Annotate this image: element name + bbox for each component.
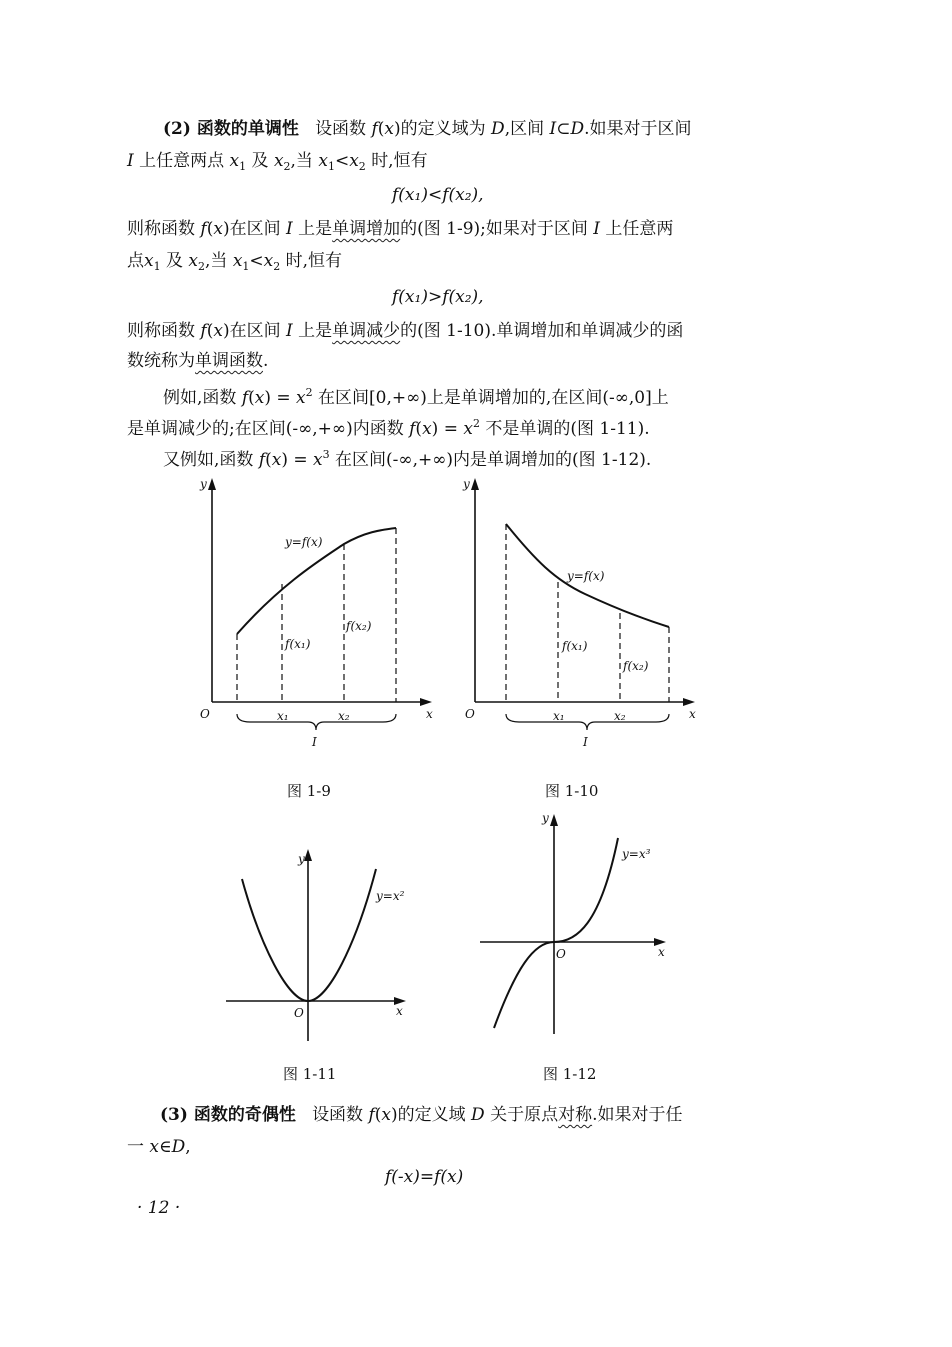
fx2-label: f(x₂) bbox=[623, 659, 649, 673]
example-line-2: 是单调减少的;在区间(-∞,+∞)内函数 $f(x) = x^2$ 不是单调的(图 1-11). bbox=[127, 417, 650, 439]
section2-heading: (2) 函数的单调性 bbox=[163, 119, 299, 139]
term-symmetric: 对称 bbox=[558, 1105, 593, 1125]
figure-1-11 bbox=[220, 845, 420, 1045]
origin-label: O bbox=[294, 1006, 304, 1020]
cubic-curve bbox=[494, 838, 618, 1028]
axis-x-label: x bbox=[396, 1004, 403, 1018]
curve-label: y=x² bbox=[376, 889, 405, 903]
example-line-1: 例如,函数 $f(x) = x^2$ 在区间[0,+∞)上是单调增加的,在区间(-∞,0]上 bbox=[163, 386, 669, 408]
term-decreasing: 单调减少 bbox=[332, 321, 401, 341]
axis-y-label: y bbox=[200, 477, 207, 491]
interval-brace bbox=[237, 714, 396, 730]
fx2-label: f(x₂) bbox=[346, 619, 372, 633]
origin-label: O bbox=[465, 707, 475, 721]
term-increasing: 单调增加 bbox=[332, 219, 401, 239]
section2-line-4: 点$x_1$ 及 $x_2$,当 $x_1<x_2$ 时,恒有 bbox=[127, 251, 343, 273]
interval-label: I bbox=[312, 735, 317, 749]
section3-heading: (3) 函数的奇偶性 bbox=[160, 1105, 296, 1125]
section3-line-2: 一 x∈D, bbox=[127, 1137, 191, 1157]
x2-tick: x₂ bbox=[614, 709, 626, 723]
section2-line-2: I 上任意两点 $x_1$ 及 $x_2$,当 $x_1<x_2$ 时,恒有 bbox=[127, 151, 428, 173]
axis-y-label: y bbox=[463, 477, 470, 491]
section2-line-6: 数统称为单调函数. bbox=[127, 351, 269, 371]
formula-decreasing: f(x₁)>f(x₂), bbox=[392, 287, 484, 307]
fx1-label: f(x₁) bbox=[285, 637, 311, 651]
x2-tick: x₂ bbox=[338, 709, 350, 723]
axis-x-label: x bbox=[658, 945, 665, 959]
caption-1-9: 图 1-9 bbox=[287, 782, 331, 800]
axis-x-label: x bbox=[426, 707, 433, 721]
section2-line-3: 则称函数 f(x)在区间 I 上是单调增加的(图 1-9);如果对于区间 I 上任意两 bbox=[127, 219, 674, 239]
caption-1-11: 图 1-11 bbox=[283, 1065, 337, 1083]
section3-line-1: (3) 函数的奇偶性 设函数 f(x)的定义域 D 关于原点对称.如果对于任 bbox=[160, 1105, 683, 1125]
parabola-curve bbox=[242, 869, 376, 1001]
interval-brace bbox=[506, 714, 669, 730]
section2-line-5: 则称函数 f(x)在区间 I 上是单调减少的(图 1-10).单调增加和单调减少的函 bbox=[127, 321, 684, 341]
figure-1-9 bbox=[190, 470, 450, 760]
origin-label: O bbox=[556, 947, 566, 961]
origin-label: O bbox=[200, 707, 210, 721]
curve-label: y=x³ bbox=[622, 847, 651, 861]
caption-1-10: 图 1-10 bbox=[545, 782, 599, 800]
axis-y-label: y bbox=[542, 811, 549, 825]
curve-label: y=f(x) bbox=[285, 535, 323, 549]
axis-x-label: x bbox=[689, 707, 696, 721]
axis-y-label: y bbox=[298, 852, 305, 866]
page-number: · 12 · bbox=[137, 1198, 181, 1218]
term-monotone: 单调函数 bbox=[195, 351, 263, 371]
x1-tick: x₁ bbox=[277, 709, 289, 723]
section2-line-1: (2) 函数的单调性 设函数 f(x)的定义域为 D,区间 I⊂D.如果对于区间 bbox=[163, 119, 692, 139]
caption-1-12: 图 1-12 bbox=[543, 1065, 597, 1083]
x1-tick: x₁ bbox=[553, 709, 565, 723]
figure-1-10 bbox=[455, 470, 715, 760]
formula-even: f(-x)=f(x) bbox=[385, 1167, 464, 1187]
interval-label: I bbox=[583, 735, 588, 749]
figure-1-12 bbox=[476, 808, 676, 1038]
fx1-label: f(x₁) bbox=[562, 639, 588, 653]
curve-label: y=f(x) bbox=[567, 569, 605, 583]
example-line-3: 又例如,函数 $f(x) = x^3$ 在区间(-∞,+∞)内是单调增加的(图 1-12). bbox=[163, 448, 652, 470]
formula-increasing: f(x₁)<f(x₂), bbox=[392, 185, 484, 205]
